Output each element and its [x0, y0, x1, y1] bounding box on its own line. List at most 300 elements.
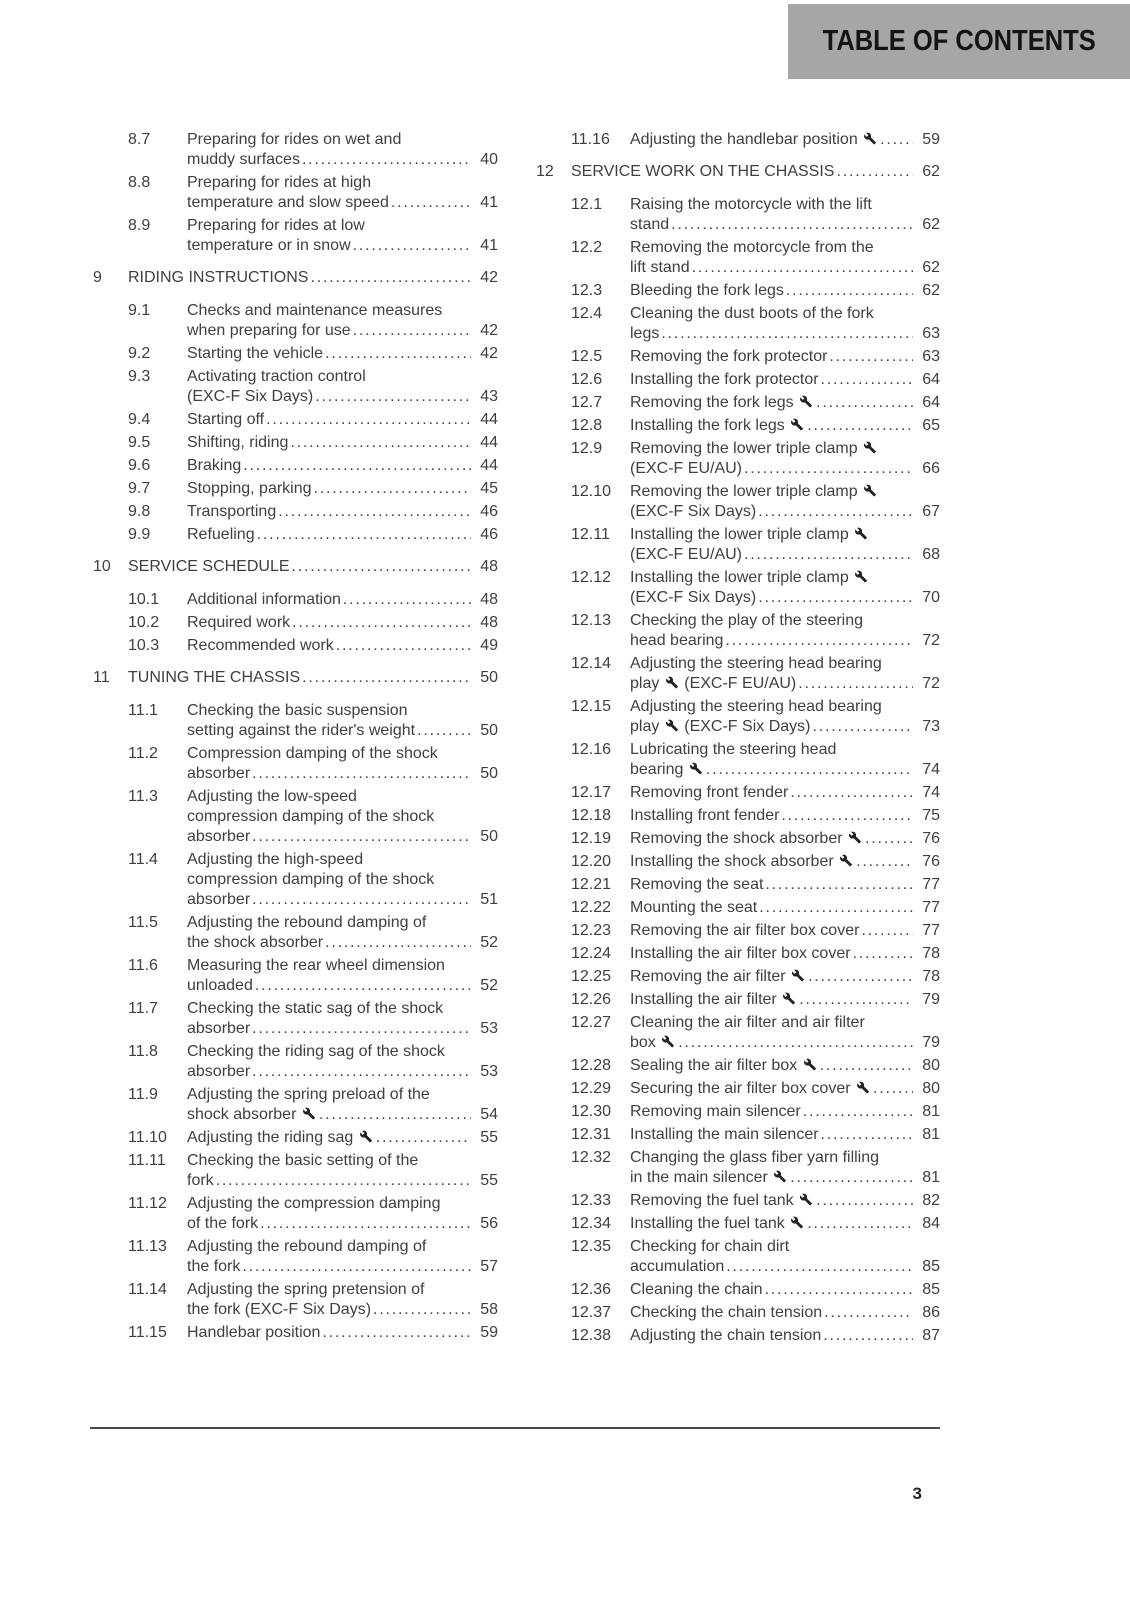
toc-entry-title: shock absorber: [187, 1105, 317, 1125]
toc-entry-title: (EXC-F Six Days): [630, 589, 757, 606]
toc-entry-title: Checking the riding sag of the shock: [187, 1043, 445, 1060]
dot-leader: [799, 990, 913, 1010]
toc-entry-text: [630, 1056, 940, 1076]
toc-page-number: 81: [922, 1126, 940, 1143]
toc-entry-text: [187, 1323, 498, 1343]
toc-entry-text: [630, 238, 940, 278]
toc-entry-number: 12: [536, 163, 554, 180]
wrench-icon: [791, 969, 805, 982]
toc-page-number: 63: [922, 325, 940, 342]
dot-leader: [725, 631, 913, 651]
toc-page-number: 62: [922, 282, 940, 299]
toc-entry-title: Braking: [187, 457, 242, 474]
dot-leader: [252, 1062, 471, 1082]
toc-page-number: 62: [922, 259, 940, 276]
toc-entry-title: Removing the motorcycle from the: [630, 239, 874, 256]
dot-leader: [790, 1168, 913, 1188]
dot-leader: [820, 1056, 913, 1076]
toc-page-number: 77: [922, 899, 940, 916]
toc-entry-title: absorber: [187, 1020, 251, 1037]
dot-leader: [812, 717, 913, 737]
toc-page-number: 76: [922, 830, 940, 847]
dot-leader: [417, 721, 471, 741]
dot-leader: [807, 416, 913, 436]
toc-entry-title: Installing the fork protector: [630, 371, 819, 388]
dot-leader: [821, 370, 913, 390]
toc-entry-text: [630, 1237, 940, 1277]
toc-entry-number: 9.6: [128, 457, 151, 474]
toc-entry-title: Removing the fuel tank: [630, 1191, 814, 1211]
toc-entry-text: [630, 944, 940, 964]
toc-entry-text: [630, 1013, 940, 1053]
toc-entry-title: Mounting the seat: [630, 899, 758, 916]
dot-leader: [322, 1323, 471, 1343]
dot-leader: [816, 393, 913, 413]
toc-entry-number: 12.1: [571, 196, 603, 213]
toc-entry-title: the shock absorber: [187, 934, 324, 951]
toc-entry-row: [536, 1079, 940, 1099]
dot-leader: [310, 268, 471, 288]
toc-entry-row: [93, 1280, 498, 1320]
dot-leader: [353, 236, 471, 256]
toc-entry-row: [536, 525, 940, 565]
wrench-icon: [863, 441, 877, 454]
toc-entry-title: Installing the lower triple clamp: [630, 568, 869, 588]
toc-entry-title: Installing the lower triple clamp: [630, 525, 869, 545]
toc-entry-text: [187, 130, 498, 170]
toc-entry-number: 11.1: [128, 702, 158, 719]
toc-entry-title: accumulation: [630, 1258, 725, 1275]
toc-page-number: 52: [480, 934, 498, 951]
toc-entry-text: [630, 1125, 940, 1145]
dot-leader: [314, 479, 471, 499]
toc-entry-number: 12.15: [571, 698, 612, 715]
toc-entry-title: Removing the fork protector: [630, 348, 828, 365]
dot-leader: [373, 1300, 471, 1320]
toc-entry-row: [536, 1280, 940, 1300]
toc-entry-title: Required work: [187, 614, 291, 631]
toc-entry-number: 12.33: [571, 1192, 612, 1209]
toc-entry-row: [536, 1148, 940, 1188]
toc-entry-row: [93, 301, 498, 341]
toc-entry-title: Removing the lower triple clamp: [630, 482, 878, 502]
toc-entry-number: 12.16: [571, 741, 612, 758]
toc-entry-title: RIDING INSTRUCTIONS: [128, 269, 309, 286]
dot-leader: [781, 806, 913, 826]
toc-entry-number: 12.34: [571, 1215, 612, 1232]
toc-entry-title: (EXC-F Six Days): [630, 503, 757, 520]
dot-leader: [758, 502, 913, 522]
toc-entry-text: [187, 1194, 498, 1234]
toc-entry-number: 8.7: [128, 131, 151, 148]
toc-entry-text: [187, 456, 498, 476]
toc-entry-row: [536, 1013, 940, 1053]
wrench-icon: [854, 570, 868, 583]
page-number: 3: [912, 1484, 922, 1503]
toc-entry-number: 12.22: [571, 899, 612, 916]
toc-entry-number: 11.3: [128, 788, 158, 805]
toc-page-number: 74: [922, 761, 940, 778]
toc-entry-title: Installing front fender: [630, 807, 780, 824]
toc-entry-text: [630, 568, 940, 608]
toc-entry-title: Adjusting the spring pretension of: [187, 1281, 425, 1298]
toc-entry-text: [187, 1237, 498, 1277]
toc-entry-title: (EXC-F EU/AU): [630, 460, 742, 477]
dot-leader: [292, 557, 471, 577]
toc-entry-title: compression damping of the shock: [187, 808, 435, 825]
toc-entry-row: [536, 1326, 940, 1346]
dot-leader: [255, 976, 471, 996]
toc-entry-number: 8.9: [128, 217, 151, 234]
toc-entry-title: Checks and maintenance measures: [187, 302, 443, 319]
toc-entry-number: 12.5: [571, 348, 603, 365]
toc-entry-text: [187, 173, 498, 213]
toc-entry-title: of the fork: [187, 1215, 259, 1232]
toc-page-number: 78: [922, 968, 940, 985]
toc-entry-text: [187, 956, 498, 996]
toc-entry-text: [630, 416, 940, 436]
toc-page-number: 84: [922, 1215, 940, 1232]
toc-entry-number: 11.15: [128, 1324, 167, 1341]
toc-entry-row: [536, 898, 940, 918]
toc-page-number: 77: [922, 922, 940, 939]
toc-entry-text: [630, 697, 940, 737]
toc-entry-number: 11.10: [128, 1129, 167, 1146]
page-title: TABLE OF CONTENTS: [822, 25, 1096, 57]
wrench-icon: [689, 762, 703, 775]
toc-entry-number: 12.18: [571, 807, 612, 824]
toc-page-number: 53: [480, 1020, 498, 1037]
dot-leader: [807, 1214, 913, 1234]
toc-entry-row: [536, 852, 940, 872]
toc-entry-number: 11.9: [128, 1086, 158, 1103]
dot-leader: [678, 1033, 913, 1053]
toc-entry-text: [187, 613, 498, 633]
toc-section-row: [93, 668, 498, 688]
toc-entry-row: [536, 611, 940, 651]
toc-entry-number: 9: [93, 269, 102, 286]
toc-entry-row: [536, 1191, 940, 1211]
toc-entry-number: 12.26: [571, 991, 612, 1008]
toc-entry-number: 12.10: [571, 483, 612, 500]
toc-page-number: 44: [480, 457, 498, 474]
toc-page-number: 59: [480, 1324, 498, 1341]
toc-page-number: 66: [922, 460, 940, 477]
toc-entry-text: [187, 590, 498, 610]
toc-entry-text: [630, 1191, 940, 1211]
toc-entry-number: 11.16: [571, 131, 610, 148]
toc-entry-title: compression damping of the shock: [187, 871, 435, 888]
toc-page-number: 81: [922, 1103, 940, 1120]
toc-entry-row: [93, 502, 498, 522]
toc-entry-text: [187, 1151, 498, 1191]
toc-entry-title: Cleaning the chain: [630, 1281, 763, 1298]
toc-page-number: 79: [922, 1034, 940, 1051]
toc-page-number: 62: [922, 163, 940, 180]
toc-entry-title: Removing the air filter box cover: [630, 922, 860, 939]
toc-entry-row: [93, 479, 498, 499]
toc-page-number: 59: [922, 131, 940, 148]
toc-entry-title: Installing the main silencer: [630, 1126, 819, 1143]
dot-leader: [661, 324, 913, 344]
wrench-icon: [799, 395, 813, 408]
toc-entry-number: 12.24: [571, 945, 612, 962]
toc-entry-row: [536, 1237, 940, 1277]
toc-entry-text: [128, 668, 498, 688]
toc-entry-title: head bearing: [630, 632, 724, 649]
toc-entry-title: Compression damping of the shock: [187, 745, 438, 762]
toc-entry-row: [93, 613, 498, 633]
toc-entry-number: 12.36: [571, 1281, 612, 1298]
toc-entry-row: [93, 1042, 498, 1082]
toc-entry-title: in the main silencer: [630, 1168, 788, 1188]
toc-entry-number: 11.14: [128, 1281, 167, 1298]
dot-leader: [391, 193, 471, 213]
toc-page-number: 56: [480, 1215, 498, 1232]
toc-entry-text: [187, 1280, 498, 1320]
toc-entry-text: [630, 393, 940, 413]
toc-entry-number: 11.12: [128, 1195, 167, 1212]
toc-entry-number: 12.31: [571, 1126, 612, 1143]
dot-leader: [758, 588, 913, 608]
toc-entry-text: [187, 701, 498, 741]
wrench-icon: [848, 831, 862, 844]
toc-entry-title: Checking the chain tension: [630, 1304, 823, 1321]
wrench-icon: [790, 418, 804, 431]
toc-page-number: 53: [480, 1063, 498, 1080]
toc-entry-text: [630, 482, 940, 522]
toc-entry-text: [187, 433, 498, 453]
toc-entry-number: 12.30: [571, 1103, 612, 1120]
toc-page-number: 42: [480, 345, 498, 362]
toc-entry-row: [536, 195, 940, 235]
toc-entry-number: 12.8: [571, 417, 603, 434]
toc-entry-row: [536, 416, 940, 436]
dot-leader: [290, 433, 471, 453]
toc-entry-text: [128, 268, 498, 288]
toc-entry-number: 9.4: [128, 411, 151, 428]
toc-entry-number: 11.13: [128, 1238, 167, 1255]
toc-entry-number: 10: [93, 558, 111, 575]
toc-entry-text: [187, 525, 498, 545]
toc-entry-title: Adjusting the high-speed: [187, 851, 364, 868]
toc-entry-title: the fork (EXC-F Six Days): [187, 1301, 372, 1318]
toc-entry-number: 12.20: [571, 853, 612, 870]
toc-entry-number: 10.3: [128, 637, 160, 654]
toc-entry-title: Removing the shock absorber: [630, 829, 863, 849]
toc-entry-text: [630, 875, 940, 895]
toc-entry-row: [536, 829, 940, 849]
toc-entry-number: 12.19: [571, 830, 612, 847]
toc-entry-number: 12.3: [571, 282, 603, 299]
toc-entry-row: [536, 1303, 940, 1323]
toc-entry-row: [536, 130, 940, 150]
toc-entry-title: Installing the air filter box cover: [630, 945, 851, 962]
toc-entry-text: [187, 502, 498, 522]
toc-page-number: 55: [480, 1172, 498, 1189]
dot-leader: [880, 130, 913, 150]
toc-entry-title: Bleeding the fork legs: [630, 282, 784, 299]
toc-entry-row: [93, 525, 498, 545]
toc-entry-text: [630, 611, 940, 651]
toc-page-number: 45: [480, 480, 498, 497]
toc-entry-number: 9.5: [128, 434, 151, 451]
toc-page-number: 49: [480, 637, 498, 654]
toc-entry-row: [93, 433, 498, 453]
toc-left-column: [93, 130, 498, 1346]
toc-entry-title: Transporting: [187, 503, 277, 520]
toc-entry-title: Preparing for rides at high: [187, 174, 372, 191]
dot-leader: [302, 150, 471, 170]
toc-page-number: 50: [480, 765, 498, 782]
toc-entry-row: [536, 967, 940, 987]
toc-entry-title: temperature and slow speed: [187, 194, 389, 211]
toc-page-number: 50: [480, 828, 498, 845]
toc-entry-title: Removing the fork legs: [630, 393, 814, 413]
wrench-icon: [856, 1081, 870, 1094]
toc-entry-number: 11: [93, 669, 110, 686]
toc-entry-number: 9.8: [128, 503, 151, 520]
wrench-icon: [790, 1216, 804, 1229]
toc-entry-row: [536, 740, 940, 780]
toc-page-number: 72: [922, 675, 940, 692]
toc-entry-number: 12.14: [571, 655, 612, 672]
toc-entry-text: [187, 1128, 498, 1148]
wrench-icon: [839, 854, 853, 867]
toc-entry-text: [187, 344, 498, 364]
toc-page-number: 82: [922, 1192, 940, 1209]
toc-entry-title: temperature or in snow: [187, 237, 351, 254]
dot-leader: [252, 890, 471, 910]
toc-entry-title: legs: [630, 325, 660, 342]
dot-leader: [252, 827, 471, 847]
toc-page-number: 70: [922, 589, 940, 606]
toc-entry-number: 11.6: [128, 957, 158, 974]
toc-entry-title: Adjusting the low-speed: [187, 788, 357, 805]
toc-page-number: 80: [922, 1080, 940, 1097]
dot-leader: [302, 668, 471, 688]
toc-entry-title: Cleaning the air filter and air filter: [630, 1014, 865, 1031]
toc-entry-title: Starting off: [187, 411, 265, 428]
toc-entry-title: Adjusting the rebound damping of: [187, 914, 427, 931]
toc-section-row: [536, 162, 940, 182]
toc-entry-number: 11.11: [128, 1152, 166, 1169]
toc-entry-text: [630, 898, 940, 918]
dot-leader: [353, 321, 471, 341]
toc-entry-text: [187, 636, 498, 656]
toc-page-number: 57: [480, 1258, 498, 1275]
toc-entry-title: Additional information: [187, 591, 341, 608]
toc-page-number: 52: [480, 977, 498, 994]
toc-entry-text: [187, 999, 498, 1039]
toc-entry-text: [630, 921, 940, 941]
toc-entry-row: [93, 410, 498, 430]
dot-leader: [706, 760, 913, 780]
toc-entry-title: Preparing for rides at low: [187, 217, 365, 234]
wrench-icon: [661, 1035, 675, 1048]
toc-entry-title: Installing the fork legs: [630, 416, 805, 436]
toc-entry-title: Installing the shock absorber: [630, 852, 854, 872]
toc-entry-title: Stopping, parking: [187, 480, 312, 497]
toc-entry-number: 12.21: [571, 876, 612, 893]
toc-entry-text: [630, 806, 940, 826]
toc-entry-title: SERVICE SCHEDULE: [128, 558, 290, 575]
dot-leader: [856, 852, 913, 872]
toc-entry-row: [536, 875, 940, 895]
toc-entry-title: Installing the air filter: [630, 990, 797, 1010]
toc-entry-row: [536, 304, 940, 344]
toc-entry-row: [536, 482, 940, 522]
toc-entry-text: [128, 557, 498, 577]
toc-entry-title: Adjusting the chain tension: [630, 1327, 822, 1344]
wrench-icon: [863, 484, 877, 497]
dot-leader: [319, 1105, 471, 1125]
dot-leader: [336, 636, 471, 656]
toc-entry-row: [536, 944, 940, 964]
toc-entry-row: [93, 1194, 498, 1234]
toc-page-number: 87: [922, 1327, 940, 1344]
toc-entry-number: 12.25: [571, 968, 612, 985]
toc-entry-row: [93, 850, 498, 910]
dot-leader: [744, 459, 913, 479]
toc-entry-title: Handlebar position: [187, 1324, 321, 1341]
toc-entry-title: absorber: [187, 765, 251, 782]
toc-entry-text: [630, 1102, 940, 1122]
dot-leader: [257, 525, 471, 545]
toc-entry-row: [93, 1323, 498, 1343]
toc-entry-row: [93, 1237, 498, 1277]
toc-entry-text: [187, 1042, 498, 1082]
toc-entry-text: [187, 850, 498, 910]
toc-entry-title: Activating traction control: [187, 368, 366, 385]
toc-entry-number: 12.35: [571, 1238, 612, 1255]
toc-entry-number: 10.1: [128, 591, 160, 608]
toc-page-number: 80: [922, 1057, 940, 1074]
toc-entry-row: [536, 654, 940, 694]
dot-leader: [836, 162, 913, 182]
toc-entry-title: unloaded: [187, 977, 253, 994]
toc-page-number: 50: [480, 722, 498, 739]
toc-page-number: 81: [922, 1169, 940, 1186]
toc-entry-row: [536, 568, 940, 608]
toc-entry-title: Checking for chain dirt: [630, 1238, 790, 1255]
toc-entry-title: Starting the vehicle: [187, 345, 324, 362]
toc-entry-text: [630, 990, 940, 1010]
toc-entry-title: (EXC-F Six Days): [187, 388, 314, 405]
toc-entry-title: play (EXC-F Six Days): [630, 718, 811, 735]
toc-page-number: 44: [480, 434, 498, 451]
toc-entry-text: [630, 525, 940, 565]
toc-entry-text: [187, 367, 498, 407]
toc-page-number: 62: [922, 216, 940, 233]
wrench-icon: [302, 1107, 316, 1120]
dot-leader: [786, 281, 913, 301]
toc-entry-number: 12.4: [571, 305, 603, 322]
toc-entry-title: Checking the basic setting of the: [187, 1152, 419, 1169]
toc-entry-number: 12.27: [571, 1014, 612, 1031]
dot-leader: [260, 1214, 471, 1234]
toc-entry-text: [630, 281, 940, 301]
dot-leader: [816, 1191, 913, 1211]
toc-entry-number: 12.28: [571, 1057, 612, 1074]
toc-entry-title: Removing the lower triple clamp: [630, 439, 878, 459]
toc-entry-title: Refueling: [187, 526, 255, 543]
toc-page-number: 85: [922, 1281, 940, 1298]
toc-entry-number: 11.4: [128, 851, 158, 868]
toc-entry-row: [536, 238, 940, 278]
toc-page-number: 41: [480, 237, 498, 254]
toc-entry-row: [93, 1151, 498, 1191]
